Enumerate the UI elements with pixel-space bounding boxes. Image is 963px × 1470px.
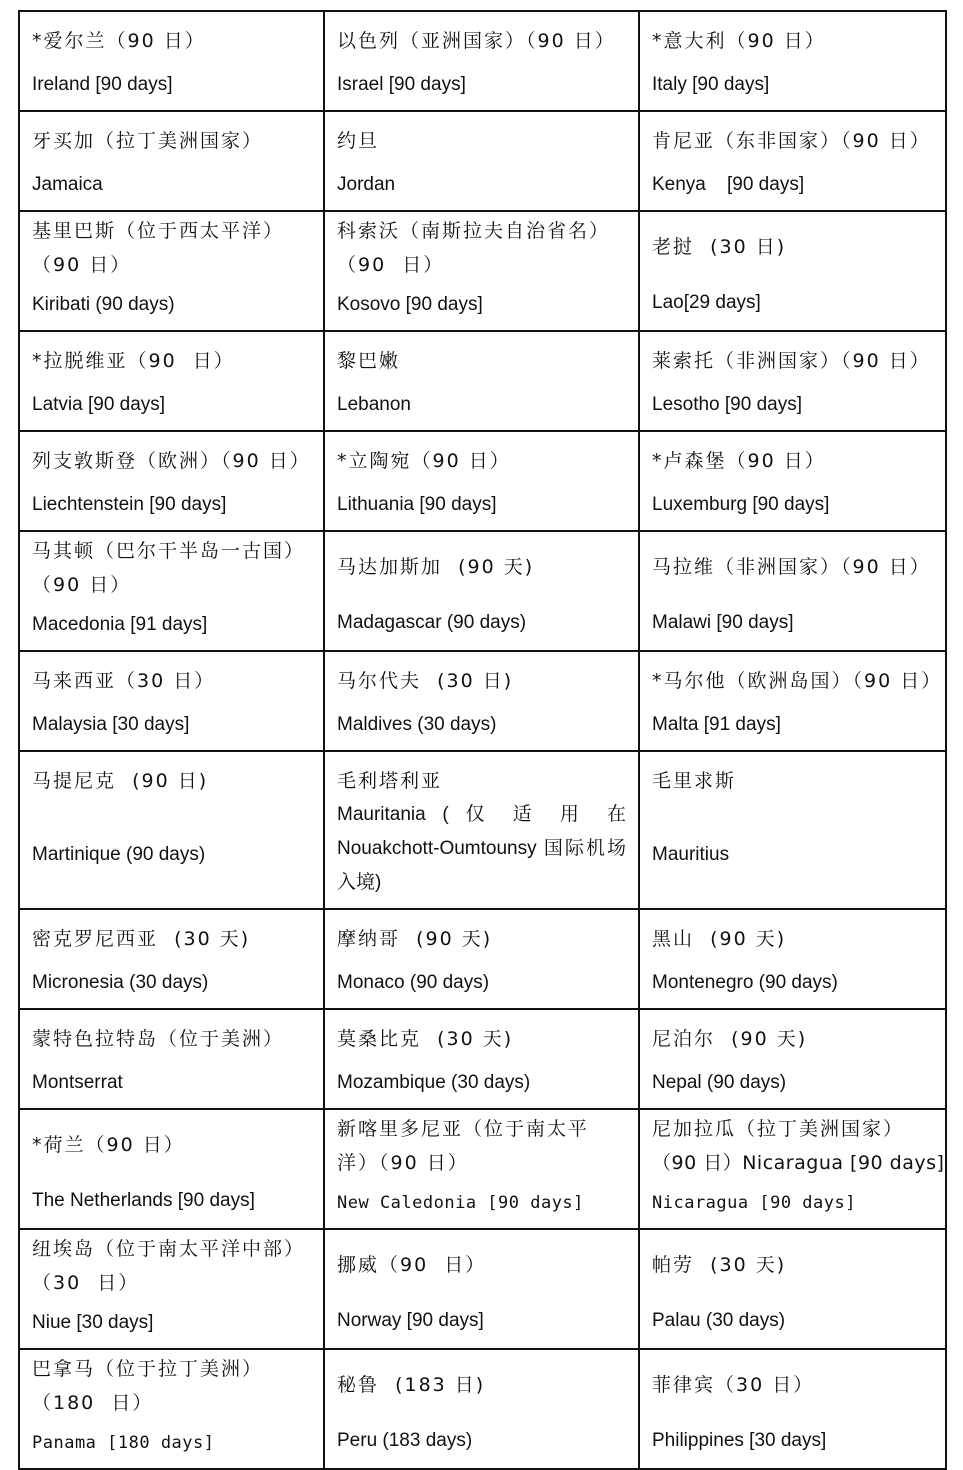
table-row	[19, 1349, 946, 1469]
country-name-en: Kiribati (90 days)	[32, 294, 175, 315]
country-name-en: Malaysia [30 days]	[32, 714, 190, 735]
duration-cn: （180 日）	[32, 1392, 154, 1414]
table-cell	[324, 651, 639, 751]
country-name-cn: *马尔他（欧洲岛国）（90 日）	[652, 670, 943, 692]
country-name-en: Jamaica	[32, 174, 103, 195]
table-cell	[639, 1109, 946, 1229]
country-name-cn: *爱尔兰（90 日）	[32, 30, 206, 52]
country-name-cn: 莱索托（非洲国家）（90 日）	[652, 350, 931, 372]
country-name-cn: 老挝 (30 日)	[652, 236, 787, 258]
country-name-cn: 巴拿马（位于拉丁美洲）	[32, 1358, 264, 1380]
country-name-cn: 肯尼亚（东非国家）（90 日）	[652, 130, 931, 152]
table-row	[19, 111, 946, 211]
duration-cn: 洋）（90 日）	[337, 1152, 469, 1174]
country-name-cn: *拉脱维亚（90 日）	[32, 350, 235, 372]
table-cell	[639, 331, 946, 431]
country-name-en: Mozambique (30 days)	[337, 1072, 531, 1093]
table-cell	[19, 111, 324, 211]
country-name-en: Montserrat	[32, 1072, 123, 1093]
table-row	[19, 211, 946, 331]
country-name-cn: 马尔代夫 (30 日)	[337, 670, 514, 692]
country-name-en: Palau (30 days)	[652, 1310, 786, 1331]
country-name-cn: *立陶宛（90 日）	[337, 450, 511, 472]
country-name-cn: 尼泊尔 (90 天)	[652, 1028, 808, 1050]
country-name-cn: 莫桑比克 (30 天)	[337, 1028, 514, 1050]
table-row	[19, 651, 946, 751]
country-name-cn: *意大利（90 日）	[652, 30, 826, 52]
table-cell	[324, 1109, 639, 1229]
table-cell	[639, 651, 946, 751]
country-name-cn: 毛利塔利亚	[337, 770, 443, 792]
country-name-en: Monaco (90 days)	[337, 972, 490, 993]
table-cell	[324, 1349, 639, 1469]
country-name-cn: 马提尼克 (90 日)	[32, 770, 209, 792]
table-row	[19, 1109, 946, 1229]
country-name-en: Kenya [90 days]	[652, 174, 805, 195]
country-name-cn: 黑山 (90 天)	[652, 928, 787, 950]
country-name-en: Macedonia [91 days]	[32, 614, 208, 635]
country-name-en: Madagascar (90 days)	[337, 612, 527, 633]
table-cell	[324, 1229, 639, 1349]
table-cell	[19, 1109, 324, 1229]
country-name-en: Lithuania [90 days]	[337, 494, 497, 515]
country-name-en: Lao[29 days]	[652, 292, 761, 313]
table-cell	[639, 751, 946, 909]
country-name-en: Malta [91 days]	[652, 714, 781, 735]
table-cell	[639, 909, 946, 1009]
country-name-en: Israel [90 days]	[337, 74, 466, 95]
table-cell	[19, 211, 324, 331]
table-cell	[19, 1229, 324, 1349]
table-row	[19, 11, 946, 111]
country-name-cn: 挪威（90 日）	[337, 1254, 487, 1276]
table-cell	[324, 11, 639, 111]
duration-cn: （90 日）	[32, 574, 132, 596]
table-cell	[324, 431, 639, 531]
table-cell	[324, 111, 639, 211]
country-name-en: New Caledonia [90 days]	[337, 1193, 584, 1213]
country-name-en: Kosovo [90 days]	[337, 294, 483, 315]
country-name-en: Ireland [90 days]	[32, 74, 173, 95]
country-name-cn: 列支敦斯登（欧洲）（90 日）	[32, 450, 311, 472]
country-name-cn: 毛里求斯	[652, 770, 737, 792]
country-name-cn: 科索沃（南斯拉夫自治省名）	[337, 220, 611, 242]
duration-cn: （30 日）	[32, 1272, 140, 1294]
country-name-cn: 牙买加（拉丁美洲国家）	[32, 130, 264, 152]
country-name-en: Lesotho [90 days]	[652, 394, 802, 415]
table-cell	[19, 1349, 324, 1469]
table-cell	[324, 211, 639, 331]
table-cell	[324, 331, 639, 431]
country-name-en: The Netherlands [90 days]	[32, 1190, 255, 1211]
country-name-cn: 蒙特色拉特岛（位于美洲）	[32, 1028, 285, 1050]
table-cell	[324, 751, 639, 909]
country-name-cn: 新喀里多尼亚（位于南太平	[337, 1118, 590, 1140]
country-name-cn: 马其顿（巴尔干半岛一古国）	[32, 540, 306, 562]
table-cell	[19, 531, 324, 651]
table-cell	[639, 531, 946, 651]
duration-cn: （90 日）Nicaragua [90 days]	[652, 1152, 945, 1174]
country-name-en: Panama [180 days]	[32, 1433, 215, 1453]
country-name-en: Nicaragua [90 days]	[652, 1193, 856, 1213]
country-name-cn: *荷兰（90 日）	[32, 1134, 185, 1156]
table-cell	[19, 1009, 324, 1109]
country-name-en: Niue [30 days]	[32, 1312, 154, 1333]
table-cell	[19, 11, 324, 111]
table-cell	[639, 1229, 946, 1349]
table-cell	[324, 531, 639, 651]
country-name-cn: *卢森堡（90 日）	[652, 450, 826, 472]
country-name-cn: 密克罗尼西亚 (30 天)	[32, 928, 251, 950]
country-name-en: Latvia [90 days]	[32, 394, 166, 415]
table-cell	[19, 431, 324, 531]
country-name-cn: 基里巴斯（位于西太平洋）	[32, 220, 285, 242]
country-name-cn: 尼加拉瓜（拉丁美洲国家）	[652, 1118, 905, 1140]
country-name-cn: 摩纳哥 (90 天)	[337, 928, 493, 950]
table-row	[19, 751, 946, 909]
country-name-cn: 黎巴嫩	[337, 350, 401, 372]
table-cell	[639, 431, 946, 531]
table-cell	[324, 909, 639, 1009]
table-row	[19, 331, 946, 431]
table-cell	[639, 1009, 946, 1109]
country-name-en: Mauritius	[652, 844, 730, 865]
country-name-en: Mauritania ( 仅 适 用 在 Nouakchott-Oumtounsy 国际机场入境)	[337, 804, 626, 893]
table-row	[19, 531, 946, 651]
country-name-en: Liechtenstein [90 days]	[32, 494, 227, 515]
visa-country-table	[18, 10, 947, 1470]
country-name-en: Peru (183 days)	[337, 1430, 473, 1451]
country-name-cn: 约旦	[337, 130, 380, 152]
visa-country-table-page	[18, 10, 945, 1470]
country-name-en: Jordan	[337, 174, 396, 195]
country-name-cn: 以色列（亚洲国家）（90 日）	[337, 30, 616, 52]
table-cell	[19, 331, 324, 431]
country-name-en: Italy [90 days]	[652, 74, 770, 95]
country-name-cn: 马拉维（非洲国家）（90 日）	[652, 556, 931, 578]
country-name-en: Nepal (90 days)	[652, 1072, 787, 1093]
country-name-en: Malawi [90 days]	[652, 612, 794, 633]
table-cell	[639, 11, 946, 111]
country-name-en: Luxemburg [90 days]	[652, 494, 830, 515]
country-name-en: Norway [90 days]	[337, 1310, 484, 1331]
country-name-cn: 马达加斯加 (90 天)	[337, 556, 535, 578]
table-cell	[19, 751, 324, 909]
country-name-en: Montenegro (90 days)	[652, 972, 838, 993]
country-name-cn: 纽埃岛（位于南太平洋中部）	[32, 1238, 306, 1260]
table-row	[19, 1009, 946, 1109]
country-name-cn: 秘鲁 (183 日)	[337, 1374, 486, 1396]
country-name-en: Martinique (90 days)	[32, 844, 206, 865]
country-name-en: Philippines [30 days]	[652, 1430, 827, 1451]
table-row	[19, 431, 946, 531]
table-cell	[324, 1009, 639, 1109]
duration-cn: （90 日）	[32, 254, 132, 276]
country-name-en: Maldives (30 days)	[337, 714, 497, 735]
country-name-cn: 马来西亚（30 日）	[32, 670, 216, 692]
table-cell	[19, 909, 324, 1009]
table-cell	[639, 211, 946, 331]
duration-cn: （90 日）	[337, 254, 445, 276]
country-name-cn: 菲律宾（30 日）	[652, 1374, 815, 1396]
country-name-en: Micronesia (30 days)	[32, 972, 209, 993]
table-cell	[19, 651, 324, 751]
table-cell	[639, 1349, 946, 1469]
country-name-cn: 帕劳 (30 天)	[652, 1254, 787, 1276]
table-cell	[639, 111, 946, 211]
country-name-en: Lebanon	[337, 394, 411, 415]
table-row	[19, 909, 946, 1009]
table-row	[19, 1229, 946, 1349]
